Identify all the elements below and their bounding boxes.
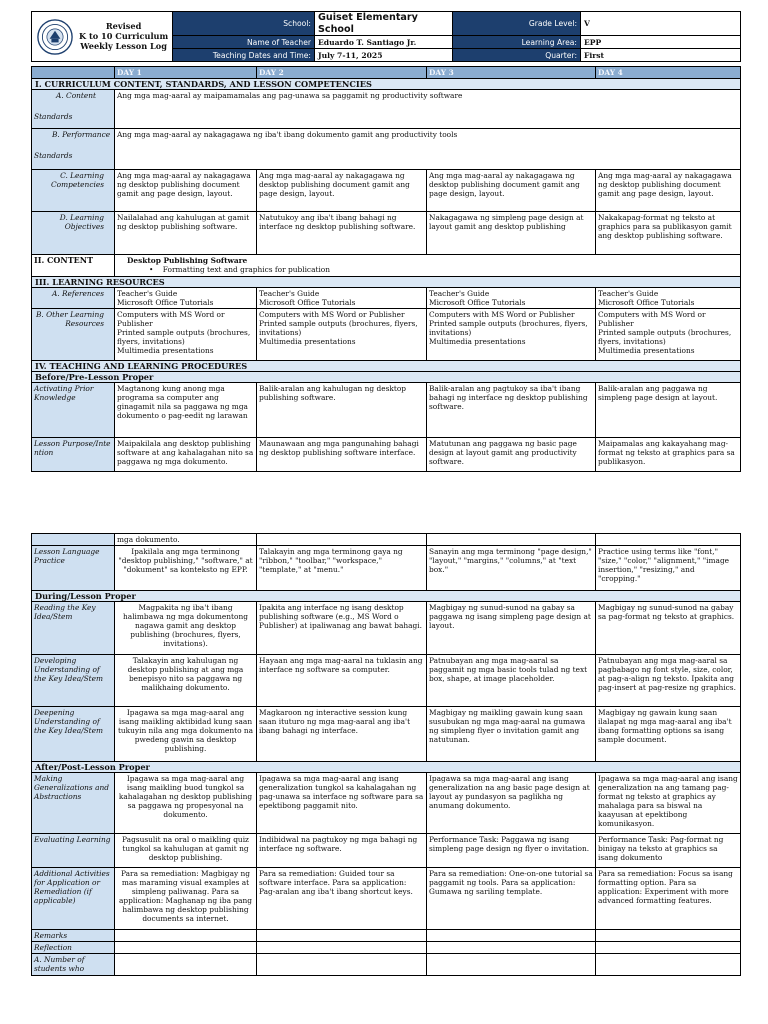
day-2-header: DAY 2 <box>257 67 427 79</box>
day-1-header: DAY 1 <box>115 67 257 79</box>
competency-day-2: Ang mga mag-aaral ay nakagagawa ng desktop publishing document gamit ang page design, layout. <box>257 170 427 212</box>
developing-understanding-label: Developing Understanding of the Key Idea/Stem <box>32 655 115 707</box>
developing-understanding-day-3: Patnubayan ang mga mag-aaral sa paggamit ng mga basic tools tulad ng text box, shape, at image placeholder. <box>427 655 596 707</box>
other-resources-label: B. Other Learning Resources <box>32 309 115 361</box>
deped-seal-icon <box>37 19 73 55</box>
prior-knowledge-day-3: Balik-aralan ang pagtukoy sa iba't ibang bahagi ng interface ng desktop publishing software. <box>427 383 596 438</box>
after-lesson-header: After/Post-Lesson Proper <box>32 762 741 773</box>
prior-knowledge-day-2: Balik-aralan ang kahulugan ng desktop publishing software. <box>257 383 427 438</box>
other-resources-day-1: Computers with MS Word or Publisher Printed sample outputs (brochures, flyers, invitations) Multimedia presentations <box>115 309 257 361</box>
title-line-2: K to 10 Curriculum <box>79 30 169 41</box>
quarter-label: Quarter: <box>453 49 581 62</box>
references-day-2: Teacher's Guide Microsoft Office Tutorials <box>257 288 427 309</box>
additional-activities-day-4: Para sa remediation: Focus sa isang formatting option. Para sa application: Experiment with more advanced formatting features. <box>596 868 741 930</box>
prior-knowledge-day-4: Balik-aralan ang paggawa ng simpleng page design at layout. <box>596 383 741 438</box>
lesson-purpose-day-2: Maunawaan ang mga pangunahing bahagi ng desktop publishing software interface. <box>257 438 427 472</box>
evaluating-learning-day-1: Pagsusulit na oral o maikling quiz tungkol sa kahulugan at gamit ng desktop publishing. <box>115 834 257 868</box>
objective-day-2: Natutukoy ang iba't ibang bahagi ng interface ng desktop publishing software. <box>257 212 427 255</box>
other-resources-day-2: Computers with MS Word or Publisher Printed sample outputs (brochures, flyers, invitations) Multimedia presentations <box>257 309 427 361</box>
key-idea-reading-day-4: Magbigay ng sunud-sunod na gabay sa pag-format ng teksto at graphics. <box>596 602 741 655</box>
references-day-4: Teacher's Guide Microsoft Office Tutorials <box>596 288 741 309</box>
prior-knowledge-label: Activating Prior Knowledge <box>32 383 115 438</box>
deepening-understanding-day-3: Magbigay ng maikling gawain kung saan susubukan ng mga mag-aaral na gumawa ng simpleng flyer o invitation gamit ang natutunan. <box>427 707 596 762</box>
key-idea-reading-day-1: Magpakita ng iba't ibang halimbawa ng mga dokumentong nagawa gamit ang desktop publishing (brochures, flyers, invitations). <box>115 602 257 655</box>
objective-day-1: Nailalahad ang kahulugan at gamit ng desktop publishing software. <box>115 212 257 255</box>
reflection-label: Reflection <box>32 942 115 954</box>
title-block <box>32 12 173 62</box>
additional-activities-day-2: Para sa remediation: Guided tour sa software interface. Para sa application: Pag-aralan ang iba't ibang shortcut keys. <box>257 868 427 930</box>
generalizations-day-4: Ipagawa sa mga mag-aaral ang isang generalization na ang tamang pag-format ng teksto at graphics ay mahalaga para sa biswal na kaayusan at epektibong komunikasyon. <box>596 773 741 834</box>
before-lesson-header: Before/Pre-Lesson Proper <box>32 372 741 383</box>
lesson-plan-table-part-1 <box>31 66 740 472</box>
content-cell <box>115 255 741 277</box>
other-resources-day-3: Computers with MS Word or Publisher Printed sample outputs (brochures, flyers, invitations) Multimedia presentations <box>427 309 596 361</box>
deepening-understanding-day-2: Magkaroon ng interactive session kung saan ituturo ng mga mag-aaral ang iba't ibang bahagi ng interface. <box>257 707 427 762</box>
competency-day-1: Ang mga mag-aaral ay nakagagawa ng desktop publishing document gamit ang page design, layout. <box>115 170 257 212</box>
language-practice-day-1: Ipakilala ang mga terminong "desktop publishing," "software," at "dokument" sa konteksto ng EPP. <box>115 546 257 591</box>
additional-activities-label: Additional Activities for Application or Remediation (if applicable) <box>32 868 115 930</box>
content-standards-text: Ang mga mag-aaral ay maipamamalas ang pag-unawa sa paggamit ng productivity software <box>115 90 741 129</box>
objective-day-4: Nakakapag-format ng teksto at graphics para sa publikasyon gamit ang desktop publishing software. <box>596 212 741 255</box>
competency-day-4: Ang mga mag-aaral ay nakagagawa ng desktop publishing document gamit ang page design, layout. <box>596 170 741 212</box>
additional-activities-day-1: Para sa remediation: Magbigay ng mas maraming visual examples at simpleng paliwanag. Para sa application: Maghanap ng iba pang halimbawa ng desktop publishing documents sa internet. <box>115 868 257 930</box>
performance-standards-text: Ang mga mag-aaral ay nakagagawa ng iba't ibang dokumento gamit ang productivity tools <box>115 129 741 170</box>
area-label: Learning Area: <box>453 36 581 49</box>
key-idea-reading-label: Reading the Key Idea/Stem <box>32 602 115 655</box>
language-practice-label: Lesson Language Practice <box>32 546 115 591</box>
school-value: Guiset Elementary School <box>315 12 453 36</box>
title-line-1: Revised <box>105 21 142 31</box>
lesson-purpose-day-1-continued: mga dokumento. <box>115 534 257 546</box>
deepening-understanding-day-1: Ipagawa sa mga mag-aaral ang isang maikling aktibidad kung saan tukuyin nila ang mga dokumento na pwedeng gawin sa desktop publishing. <box>115 707 257 762</box>
lesson-plan-table-part-2 <box>31 533 740 976</box>
section-3-title: III. LEARNING RESOURCES <box>32 277 741 288</box>
dates-label: Teaching Dates and Time: <box>173 49 315 62</box>
language-practice-day-4: Practice using terms like "font," "size," "color," "alignment," "image insertion," "resizing," and "cropping." <box>596 546 741 591</box>
other-resources-day-4: Computers with MS Word or Publisher Printed sample outputs (brochures, flyers, invitations) Multimedia presentations <box>596 309 741 361</box>
generalizations-day-1: Ipagawa sa mga mag-aaral ang isang maikling buod tungkol sa kahalagahan ng desktop publishing sa paggawa ng propesyonal na dokumento. <box>115 773 257 834</box>
generalizations-day-3: Ipagawa sa mga mag-aaral ang isang generalization na ang basic page design at layout ay pundasyon sa paglikha ng anumang dokumento. <box>427 773 596 834</box>
generalizations-day-2: Ipagawa sa mga mag-aaral ang isang generalization tungkol sa kahalagahan ng pag-unawa sa interface ng software para sa epektibong paggamit nito. <box>257 773 427 834</box>
students-count-label: A. Number of students who <box>32 954 115 976</box>
lesson-purpose-day-3: Matutunan ang paggawa ng basic page design at layout gamit ang productivity software. <box>427 438 596 472</box>
evaluating-learning-day-3: Performance Task: Paggawa ng isang simpleng page design ng flyer o invitation. <box>427 834 596 868</box>
developing-understanding-day-2: Hayaan ang mga mag-aaral na tuklasin ang interface ng software sa computer. <box>257 655 427 707</box>
teacher-label: Name of Teacher <box>173 36 315 49</box>
developing-understanding-day-1: Talakayin ang kahulugan ng desktop publishing at ang mga benepisyo nito sa paggawa ng malikhaing dokumento. <box>115 655 257 707</box>
generalizations-label: Making Generalizations and Abstractions <box>32 773 115 834</box>
area-value: EPP <box>581 36 741 49</box>
during-lesson-header: During/Lesson Proper <box>32 591 741 602</box>
teacher-value: Eduardo T. Santiago Jr. <box>315 36 453 49</box>
additional-activities-day-3: Para sa remediation: One-on-one tutorial sa paggamit ng tools. Para sa application: Gumawa ng sariling template. <box>427 868 596 930</box>
objective-day-3: Nakagagawa ng simpleng page design at layout gamit ang desktop publishing <box>427 212 596 255</box>
remarks-label: Remarks <box>32 930 115 942</box>
lesson-purpose-day-1: Maipakilala ang desktop publishing software at ang kahalagahan nito sa paggawa ng mga dokumento. <box>115 438 257 472</box>
references-label: A. References <box>32 288 115 309</box>
content-heading: Desktop Publishing Software <box>127 256 248 265</box>
school-label: School: <box>173 12 315 36</box>
developing-understanding-day-4: Patnubayan ang mga mag-aaral sa pagbabago ng font style, size, color, at pag-a-align ng teksto. Ipakita ang pag-insert at pag-resize ng graphics. <box>596 655 741 707</box>
prior-knowledge-day-1: Magtanong kung anong mga programa sa computer ang ginagamit nila sa paggawa ng mga dokumento o pag-eedit ng larawan <box>115 383 257 438</box>
deepening-understanding-label: Deepening Understanding of the Key Idea/Stem <box>32 707 115 762</box>
grade-value: V <box>581 12 741 36</box>
evaluating-learning-label: Evaluating Learning <box>32 834 115 868</box>
day-3-header: DAY 3 <box>427 67 596 79</box>
language-practice-day-3: Sanayin ang mga terminong "page design," "layout," "margins," "columns," at "text box." <box>427 546 596 591</box>
references-day-1: Teacher's Guide Microsoft Office Tutorials <box>115 288 257 309</box>
lesson-log-header <box>31 11 740 62</box>
dates-value: July 7-11, 2025 <box>315 49 453 62</box>
references-day-3: Teacher's Guide Microsoft Office Tutorials <box>427 288 596 309</box>
title-line-3: Weekly Lesson Log <box>80 40 167 51</box>
quarter-value: First <box>581 49 741 62</box>
evaluating-learning-day-4: Performance Task: Pag-format ng binigay na teksto at graphics sa isang dokumento <box>596 834 741 868</box>
key-idea-reading-day-2: Ipakita ang interface ng isang desktop publishing software (e.g., MS Word o Publisher) at ipaliwanag ang bawat bahagi. <box>257 602 427 655</box>
section-4-title: IV. TEACHING AND LEARNING PROCEDURES <box>32 361 741 372</box>
section-2-title: II. CONTENT <box>32 255 115 277</box>
language-practice-day-2: Talakayin ang mga terminong gaya ng "ribbon," "toolbar," "workspace," "template," at "menu." <box>257 546 427 591</box>
content-standards-label: A. Content Standards <box>32 90 115 129</box>
learning-competencies-label: C. Learning Competencies <box>32 170 115 212</box>
evaluating-learning-day-2: Indibidwal na pagtukoy ng mga bahagi ng interface ng software. <box>257 834 427 868</box>
learning-objectives-label: D. Learning Objectives <box>32 212 115 255</box>
day-4-header: DAY 4 <box>596 67 741 79</box>
section-1-title: I. CURRICULUM CONTENT, STANDARDS, AND LESSON COMPETENCIES <box>32 79 741 90</box>
content-bullet: • Formatting text and graphics for publication <box>149 265 331 275</box>
key-idea-reading-day-3: Magbigay ng sunud-sunod na gabay sa paggawa ng isang simpleng page design at layout. <box>427 602 596 655</box>
deepening-understanding-day-4: Magbigay ng gawain kung saan ilalapat ng mga mag-aaral ang iba't ibang formatting options sa isang sample document. <box>596 707 741 762</box>
grade-label: Grade Level: <box>453 12 581 36</box>
competency-day-3: Ang mga mag-aaral ay nakagagawa ng desktop publishing document gamit ang page design, layout. <box>427 170 596 212</box>
lesson-purpose-day-4: Maipamalas ang kakayahang mag-format ng teksto at graphics para sa publikasyon. <box>596 438 741 472</box>
lesson-purpose-label: Lesson Purpose/Intention <box>32 438 115 472</box>
performance-standards-label: B. Performance Standards <box>32 129 115 170</box>
